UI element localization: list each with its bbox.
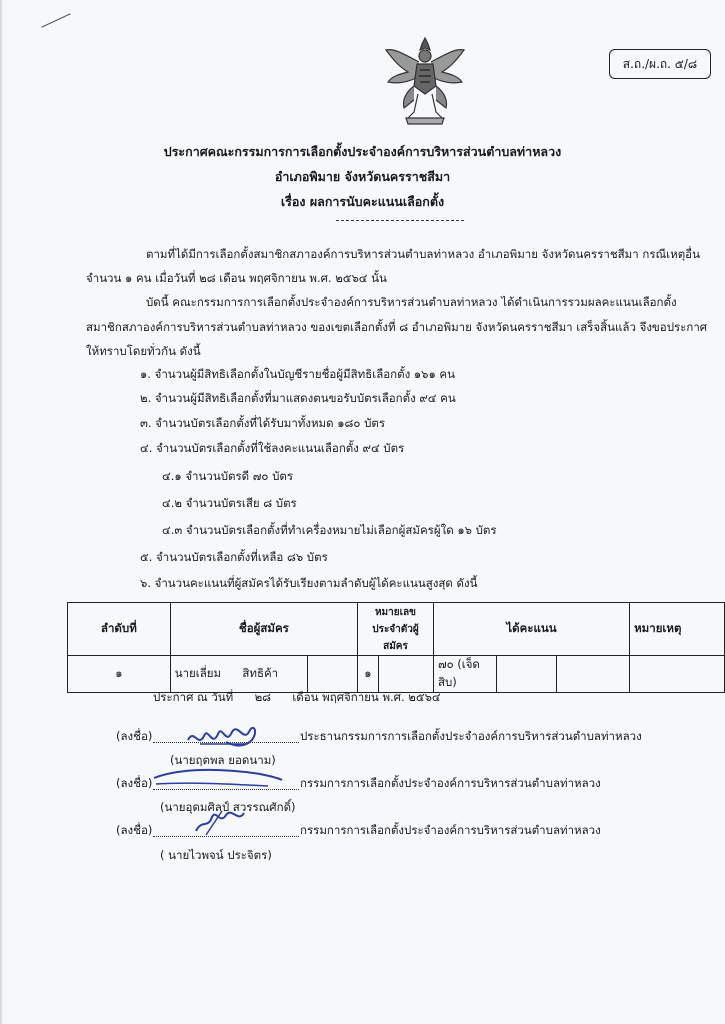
header-number-line-1: หมายเลข — [374, 606, 417, 618]
scan-mark — [41, 13, 70, 27]
signature-label: (ลงชื่อ) — [116, 729, 153, 743]
document-code: ส.ถ./ผ.ถ. ๕/๘ — [622, 56, 698, 71]
list-item: ๔.๒ จำนวนบัตรเสีย ๘ บัตร — [162, 496, 297, 510]
date-year: ๒๕๖๔ — [408, 690, 441, 704]
cell-rank: ๑ — [68, 656, 171, 693]
cell-number: ๑ — [358, 656, 379, 693]
garuda-emblem-icon — [384, 34, 466, 126]
signatory-name: (นายฤตพล ยอดนาม) — [170, 753, 276, 767]
title-divider — [336, 220, 464, 221]
list-item: ๔.๓ จำนวนบัตรเลือกตั้งที่ทำเครื่องหมายไม่เลือกผู้สมัครผู้ใด ๑๖ บัตร — [162, 523, 497, 537]
list-item: ๔. จำนวนบัตรเลือกตั้งที่ใช้ลงคะแนนเลือกตั้ง ๙๔ บัตร — [140, 441, 405, 455]
date-day: ๒๘ — [254, 690, 272, 704]
paragraph-1-line-1: ตามที่ได้มีการเลือกตั้งสมาชิกสภาองค์การบริหารส่วนตำบลท่าหลวง อำเภอพิมาย จังหวัดนครราชสีมา กรณีเหตุอื่น — [146, 247, 700, 261]
date-year-label: พ.ศ. — [382, 690, 405, 704]
title-line-1: ประกาศคณะกรรมการการเลือกตั้งประจำองค์การบริหารส่วนตำบลท่าหลวง — [163, 144, 562, 159]
signature-label: (ลงชื่อ) — [116, 823, 153, 837]
list-item: ๑. จำนวนผู้มีสิทธิเลือกตั้งในบัญชีรายชื่อผู้มีสิทธิเลือกตั้ง ๑๖๑ คน — [140, 367, 455, 381]
handwritten-signature-2 — [150, 762, 286, 792]
cell-last-name: สิทธิค้า — [242, 666, 279, 680]
handwritten-signature-3 — [192, 805, 252, 839]
date-month-label: เดือน — [292, 690, 319, 704]
paragraph-1-line-2: จำนวน ๑ คน เมื่อวันที่ ๒๘ เดือน พฤศจิกายน พ.ศ. ๒๕๖๔ นั้น — [86, 271, 387, 285]
list-item: ๒. จำนวนผู้มีสิทธิเลือกตั้งที่มาแสดงตนขอรับบัตรเลือกตั้ง ๙๔ คน — [140, 391, 456, 405]
title-line-2: อำเภอพิมาย จังหวัดนครราชสีมา — [274, 169, 451, 184]
document-code-box — [609, 49, 711, 79]
cell-name — [170, 656, 308, 693]
date-prefix: ประกาศ ณ วันที่ — [153, 690, 234, 704]
header-rank: ลำดับที่ — [68, 603, 171, 656]
list-item: ๔.๑ จำนวนบัตรดี ๗๐ บัตร — [162, 469, 294, 483]
list-item: ๕. จำนวนบัตรเลือกตั้งที่เหลือ ๘๖ บัตร — [140, 550, 328, 564]
signatory-name: (นายอุดมศิลป์ สวรรณศักดิ์) — [160, 800, 296, 814]
list-item: ๓. จำนวนบัตรเลือกตั้งที่ได้รับมาทั้งหมด ๑๘๐ บัตร — [140, 416, 386, 430]
table-row — [68, 656, 725, 693]
cell-blank — [378, 656, 433, 693]
cell-blank — [308, 656, 358, 693]
cell-first-name: นายเลี่ยม — [174, 666, 222, 680]
signature-role: กรรมการการเลือกตั้งประจำองค์การบริหารส่วนตำบลท่าหลวง — [300, 823, 601, 837]
table-header-row — [68, 603, 725, 656]
date-line — [153, 689, 441, 707]
cell-blank — [557, 656, 630, 693]
signatory-name: ( นายไวพจน์ ประจิตร) — [160, 848, 272, 862]
title-line-3: เรื่อง ผลการนับคะแนนเลือกตั้ง — [280, 194, 445, 209]
list-item: ๖. จำนวนคะแนนที่ผู้สมัครได้รับเรียงตามลำดับผู้ได้คะแนนสูงสุด ดังนี้ — [140, 576, 478, 590]
header-name: ชื่อผู้สมัคร — [170, 603, 357, 656]
cell-score: ๗๐ (เจ็ดสิบ) — [433, 656, 496, 693]
cell-remark — [630, 656, 725, 693]
signature-label: (ลงชื่อ) — [116, 776, 153, 790]
cell-blank — [497, 656, 557, 693]
results-table — [67, 602, 725, 693]
date-month: พฤศจิกายน — [322, 690, 379, 704]
paragraph-2-line-3: ให้ทราบโดยทั่วกัน ดังนี้ — [86, 344, 201, 358]
header-score: ได้คะแนน — [433, 603, 629, 656]
paragraph-2-line-1: บัดนี้ คณะกรรมการการเลือกตั้งประจำองค์การบริหารส่วนตำบลท่าหลวง ได้ดำเนินการรวมผลคะแนนเลือกตั้ง — [146, 295, 677, 309]
signature-role: กรรมการการเลือกตั้งประจำองค์การบริหารส่วนตำบลท่าหลวง — [300, 776, 601, 790]
paragraph-2-line-2: สมาชิกสภาองค์การบริหารส่วนตำบลท่าหลวง ของเขตเลือกตั้งที่ ๘ อำเภอพิมาย จังหวัดนครราชสีมา เสร็จสิ้นแล้ว จึงขอประกาศ — [86, 320, 708, 334]
signature-role: ประธานกรรมการการเลือกตั้งประจำองค์การบริหารส่วนตำบลท่าหลวง — [300, 729, 642, 743]
header-remark: หมายเหตุ — [630, 603, 725, 656]
header-number — [358, 603, 434, 656]
header-number-line-2: ประจำตัวผู้สมัคร — [372, 623, 419, 652]
